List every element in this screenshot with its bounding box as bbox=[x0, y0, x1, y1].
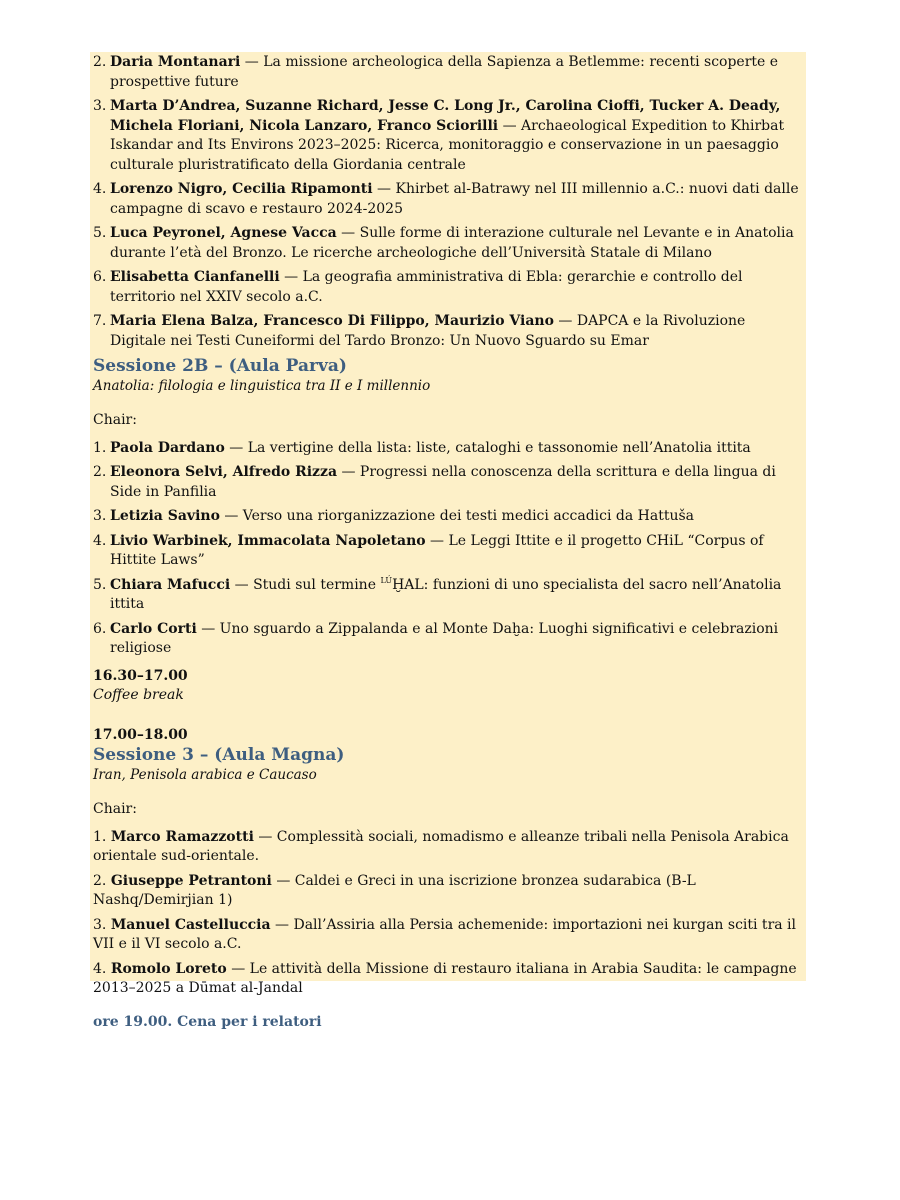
item-authors: Maria Elena Balza, Francesco Di Filippo, Maurizio Viano bbox=[110, 313, 554, 329]
session-3-subtitle: Iran, Penisola arabica e Caucaso bbox=[93, 767, 317, 783]
session-2b-subtitle: Anatolia: filologia e linguistica tra II e I millennio bbox=[93, 378, 431, 394]
item-title-continued: ḪAL: funzioni di uno specialista del sacro nell’Anatolia ittita bbox=[110, 576, 782, 612]
item-title: — DAPCA e la Rivoluzione Digitale nei Testi Cuneiformi del Tardo Bronzo: Un Nuovo Sguardo su Emar bbox=[110, 313, 746, 349]
session-3-heading: Sessione 3 – (Aula Magna) bbox=[93, 745, 345, 765]
item-title: — Le attività della Missione di restauro italiana in Arabia Saudita: le campagne 2013–2025 a Dūmat al-Jandal bbox=[93, 960, 797, 996]
list-item bbox=[93, 532, 805, 571]
item-title: — Progressi nella conoscenza della scrittura e della lingua di Side in Panfilia bbox=[110, 464, 776, 500]
list-item bbox=[93, 872, 805, 911]
item-number: 3. bbox=[93, 508, 107, 524]
item-number: 1. bbox=[93, 828, 107, 845]
item-authors: Marco Ramazzotti bbox=[110, 828, 254, 845]
session-2a-list bbox=[93, 53, 805, 351]
item-number: 1. bbox=[93, 439, 107, 456]
item-authors: Luca Peyronel, Agnese Vacca bbox=[110, 225, 337, 241]
item-authors: Paola Dardano bbox=[110, 439, 225, 456]
session-3-time: 17.00–18.00 bbox=[93, 726, 188, 743]
item-authors: Marta D’Andrea, Suzanne Richard, Jesse C. Long Jr., Carolina Cioffi, Tucker A. Deady, Michela Floriani, Nicola Lanzaro, Franco Sciorilli bbox=[110, 98, 781, 134]
item-title: — La vertigine della lista: liste, cataloghi e tassonomie nell’Anatolia ittita bbox=[224, 439, 751, 456]
item-title: — La missione archeologica della Sapienza a Betlemme: recenti scoperte e prospettive future bbox=[110, 54, 779, 90]
session-3-chair: Chair: bbox=[93, 801, 137, 817]
item-authors: Daria Montanari bbox=[110, 54, 241, 70]
item-number: 4. bbox=[93, 181, 107, 197]
item-title: — Dall’Assiria alla Persia achemenide: importazioni nei kurgan sciti tra il VII e il VI secolo a.C. bbox=[93, 916, 797, 952]
item-title: — Complessità sociali, nomadismo e alleanze tribali nella Penisola Arabica orientale sud-orientale. bbox=[93, 828, 789, 864]
session-2b-heading: Sessione 2B – (Aula Parva) bbox=[93, 356, 347, 376]
list-item bbox=[93, 828, 805, 867]
list-item bbox=[93, 180, 805, 219]
item-title: — Studi sul termine bbox=[230, 576, 381, 593]
list-item bbox=[93, 224, 805, 263]
session-2b-chair: Chair: bbox=[93, 412, 137, 428]
list-item bbox=[93, 916, 805, 955]
item-authors: Carlo Corti bbox=[110, 620, 197, 637]
item-number: 4. bbox=[93, 532, 107, 549]
item-authors: Giuseppe Petrantoni bbox=[110, 872, 272, 889]
item-number: 3. bbox=[93, 98, 107, 114]
list-item bbox=[93, 268, 805, 307]
break-time: 16.30–17.00 bbox=[93, 667, 188, 684]
item-number: 6. bbox=[93, 620, 107, 637]
item-title: — Le Leggi Ittite e il progetto CHiL “Corpus of Hittite Laws” bbox=[110, 532, 764, 568]
list-item bbox=[93, 960, 805, 999]
item-authors: Elisabetta Cianfanelli bbox=[110, 269, 280, 285]
list-item bbox=[93, 97, 805, 175]
list-item bbox=[93, 312, 805, 351]
item-title: — Archaeological Expedition to Khirbat Iskandar and Its Environs 2023–2025: Ricerca, monitoraggio e conservazione in un paesaggio culturale pluristratificato della Giordania centrale bbox=[110, 117, 785, 173]
session-3-list bbox=[93, 828, 805, 999]
item-number: 6. bbox=[93, 269, 107, 285]
item-number: 5. bbox=[93, 576, 107, 593]
item-number: 5. bbox=[93, 225, 107, 241]
list-item bbox=[93, 463, 805, 502]
list-item bbox=[93, 439, 805, 459]
break-label: Coffee break bbox=[93, 687, 184, 703]
item-number: 3. bbox=[93, 916, 107, 933]
item-authors: Lorenzo Nigro, Cecilia Ripamonti bbox=[110, 181, 373, 197]
item-number: 7. bbox=[93, 313, 107, 329]
program-content bbox=[93, 53, 805, 1032]
item-authors: Livio Warbinek, Immacolata Napoletano bbox=[110, 532, 426, 549]
determinative-superscript: LÚ bbox=[380, 575, 393, 585]
item-number: 4. bbox=[93, 960, 107, 977]
item-authors: Chiara Mafucci bbox=[110, 576, 231, 593]
item-number: 2. bbox=[93, 464, 107, 480]
item-number: 2. bbox=[93, 872, 107, 889]
list-item bbox=[93, 620, 805, 659]
session-2b-list bbox=[93, 439, 805, 659]
item-authors: Manuel Castelluccia bbox=[110, 916, 271, 933]
item-title: — Caldei e Greci in una iscrizione bronzea sudarabica (B-L Nashq/Demirjian 1) bbox=[93, 872, 696, 908]
item-title: — Khirbet al-Batrawy nel III millennio a.C.: nuovi dati dalle campagne di scavo e restauro 2024-2025 bbox=[110, 181, 799, 217]
item-title: — Sulle forme di interazione culturale nel Levante e in Anatolia durante l’età del Bronzo. Le ricerche archeologiche dell’Università Statale di Milano bbox=[110, 225, 794, 261]
item-title: — La geografia amministrativa di Ebla: gerarchie e controllo del territorio nel XXIV secolo a.C. bbox=[110, 269, 743, 305]
item-number: 2. bbox=[93, 54, 107, 70]
item-authors: Letizia Savino bbox=[110, 508, 220, 524]
item-title: — Uno sguardo a Zippalanda e al Monte Daḫa: Luoghi significativi e celebrazioni religiose bbox=[110, 620, 779, 656]
dinner-note: ore 19.00. Cena per i relatori bbox=[93, 1013, 322, 1030]
item-authors: Romolo Loreto bbox=[110, 960, 227, 977]
item-title: — Verso una riorganizzazione dei testi medici accadici da Hattuša bbox=[219, 508, 695, 524]
list-item bbox=[93, 576, 805, 615]
list-item bbox=[93, 507, 805, 527]
item-authors: Eleonora Selvi, Alfredo Rizza bbox=[110, 464, 338, 480]
list-item bbox=[93, 53, 805, 92]
